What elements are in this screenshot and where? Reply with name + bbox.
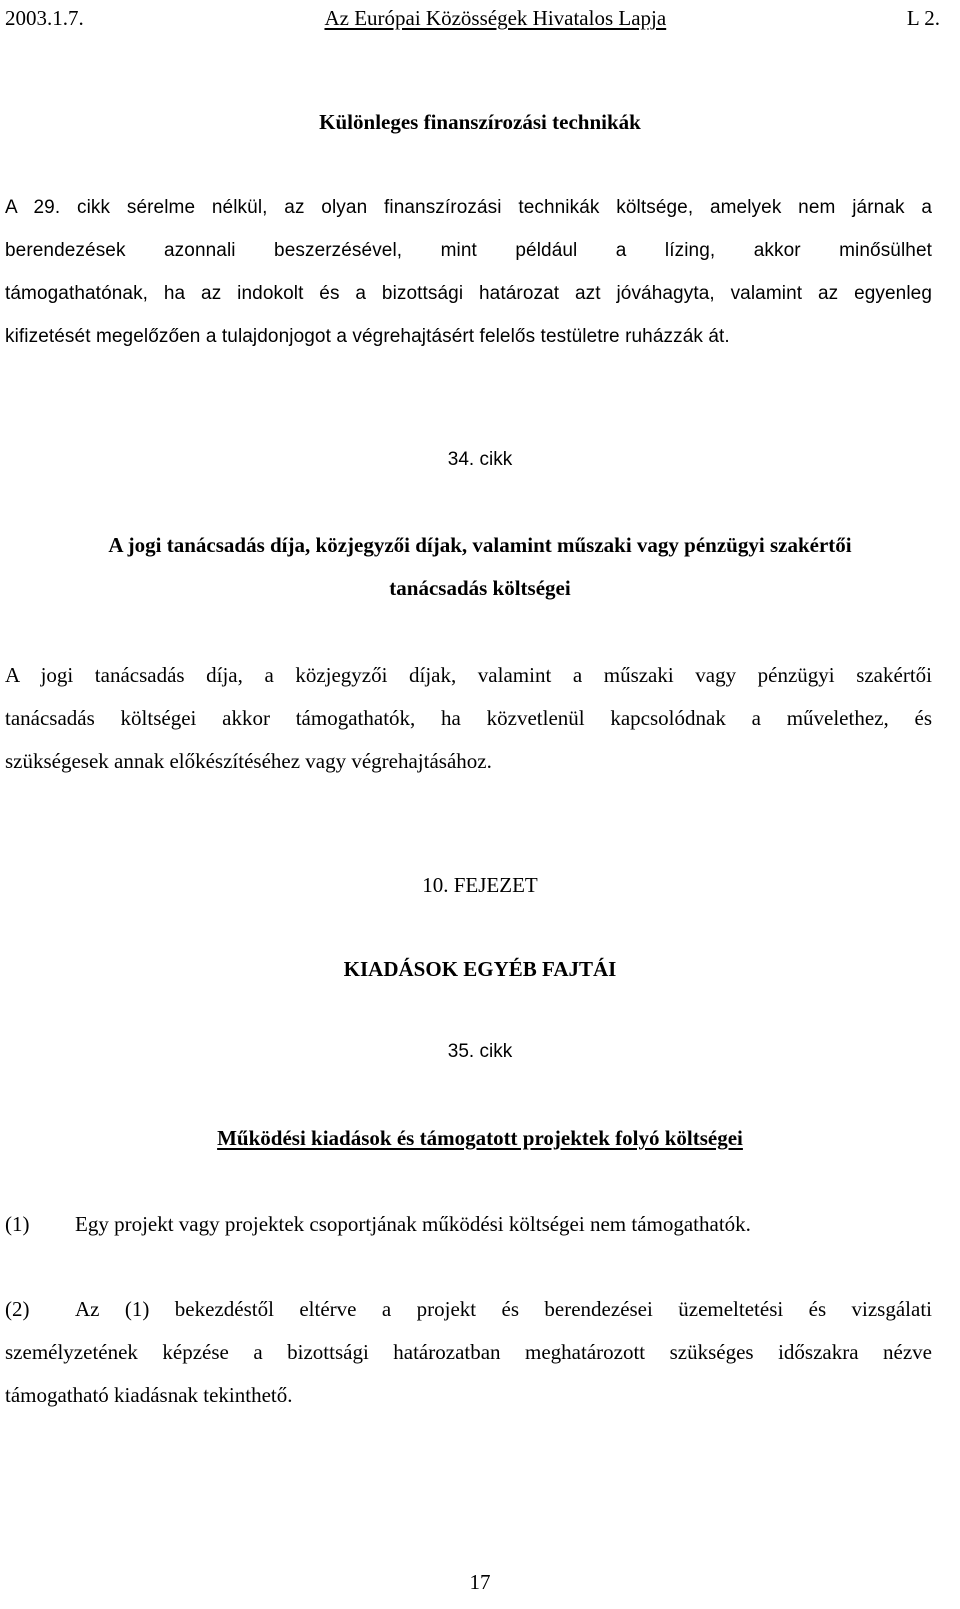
page-number: 17 — [469, 1570, 491, 1594]
article-34-title-line2: tanácsadás költségei — [389, 576, 571, 600]
paragraph-line: tanácsadás költségei akkor támogathatók, ha közvetlenül kapcsolódnak a művelethez, és — [5, 706, 932, 730]
paragraph-special-financing — [5, 186, 932, 358]
header-issue: L 2. — [906, 6, 940, 30]
paragraph-line: A 29. cikk sérelme nélkül, az olyan finanszírozási technikák költsége, amelyek nem járnak a — [5, 197, 932, 218]
paragraph-line: kifizetését megelőzően a tulajdonjogot a végrehajtásért felelős testületre ruházzák át. — [5, 326, 730, 347]
article-34-number: 34. cikk — [447, 449, 513, 470]
paragraph-line: szükségesek annak előkészítéséhez vagy végrehajtásához. — [5, 749, 492, 773]
item-text-line3: támogatható kiadásnak tekinthető. — [5, 1383, 293, 1407]
article-35-item-1 — [5, 1203, 932, 1246]
item-number: (1) — [5, 1212, 30, 1236]
paragraph-line: berendezések azonnali beszerzésével, mint például a lízing, akkor minősülhet — [5, 240, 932, 261]
paragraph-line: támogathatónak, ha az indokolt és a bizottsági határozat azt jóváhagyta, valamint az egyenleg — [5, 283, 932, 304]
page-header — [5, 6, 940, 40]
article-34-title-line1: A jogi tanácsadás díja, közjegyzői díjak, valamint műszaki vagy pénzügyi szakértői — [108, 533, 852, 557]
paragraph-line: A jogi tanácsadás díja, a közjegyzői díjak, valamint a műszaki vagy pénzügyi szakértői — [5, 663, 932, 687]
chapter-10-number: 10. FEJEZET — [422, 873, 538, 897]
article-35-item-2 — [5, 1288, 932, 1417]
item-text-line2: személyzetének képzése a bizottsági határozatban meghatározott szükséges időszakra nézve — [5, 1340, 932, 1364]
item-text: Egy projekt vagy projektek csoportjának működési költségei nem támogathatók. — [75, 1212, 751, 1236]
section-title-special-financing: Különleges finanszírozási technikák — [319, 110, 641, 134]
chapter-10-title: KIADÁSOK EGYÉB FAJTÁI — [343, 957, 617, 981]
header-date: 2003.1.7. — [5, 6, 84, 30]
item-number: (2) — [5, 1297, 30, 1321]
item-text-line1: Az (1) bekezdéstől eltérve a projekt és berendezései üzemeltetési és vizsgálati — [75, 1297, 932, 1321]
header-journal-title: Az Európai Közösségek Hivatalos Lapja — [324, 6, 667, 30]
article-35-title: Működési kiadások és támogatott projektek folyó költségei — [217, 1126, 743, 1150]
article-35-number: 35. cikk — [447, 1041, 513, 1062]
paragraph-article-34 — [5, 654, 932, 783]
